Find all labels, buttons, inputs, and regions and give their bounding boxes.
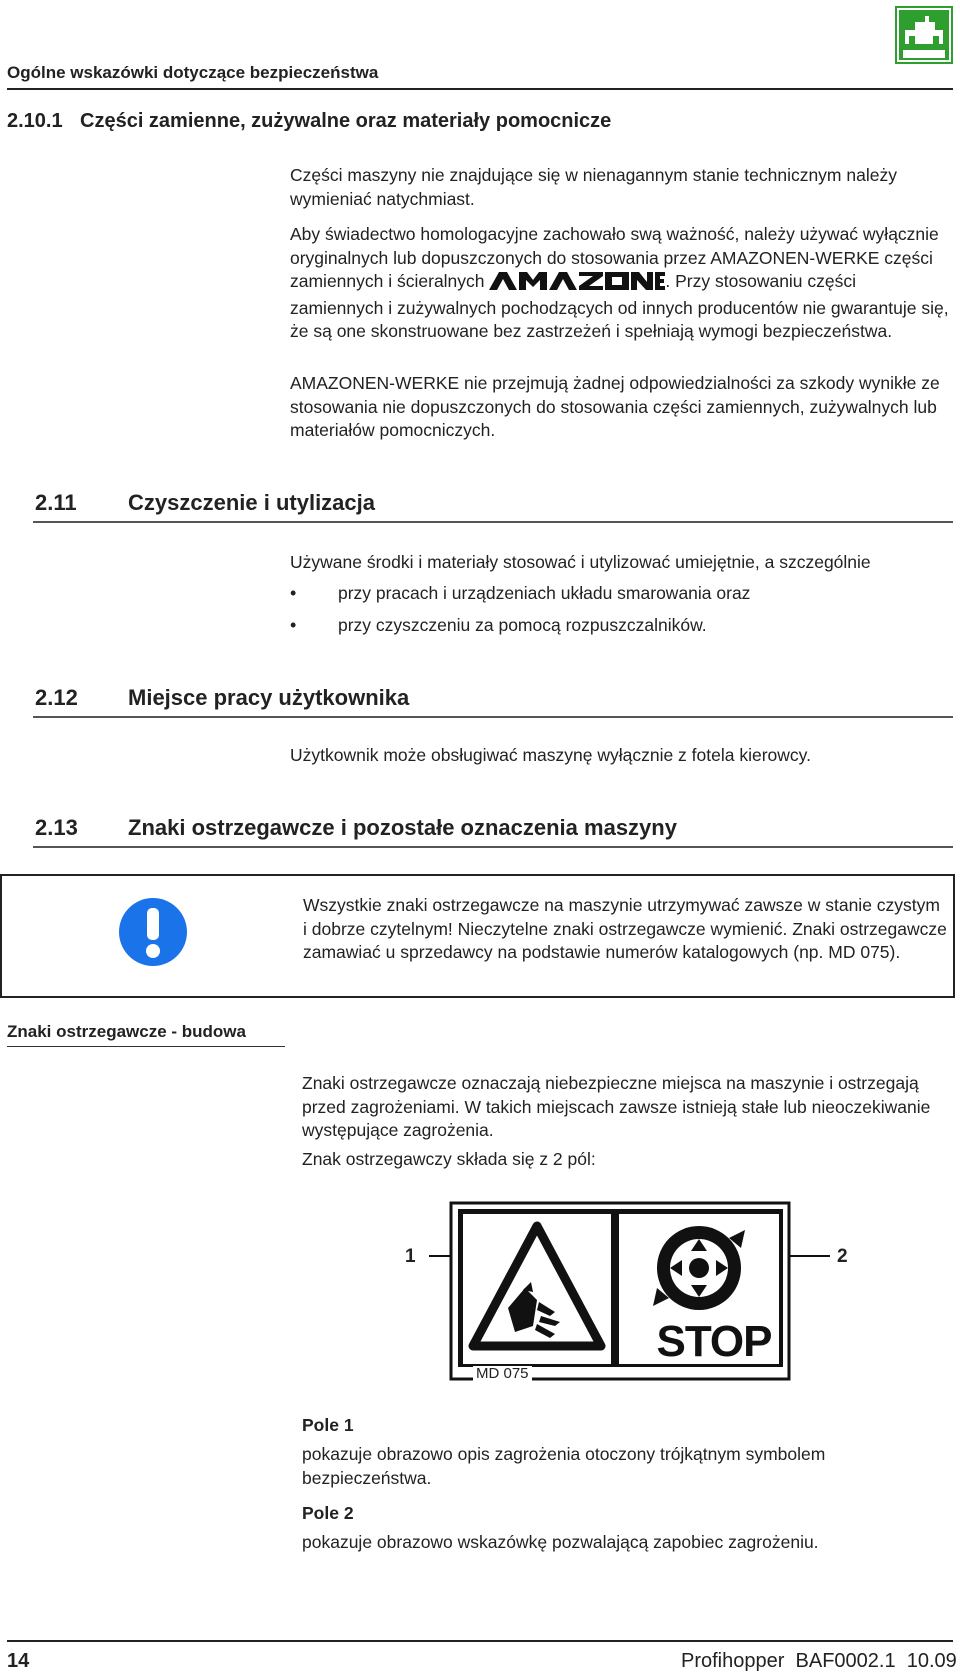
header-rule: [7, 88, 953, 90]
list-item: • przy pracach i urządzeniach układu smarowania oraz: [290, 582, 950, 606]
paragraph-liability: AMAZONEN-WERKE nie przejmują żadnej odpowiedzialności za szkody wynikłe ze stosowania nie dopuszczonych do stosowania części zamiennych, zużywalnych lub materiałów pomocniczych.: [290, 373, 940, 440]
document-info: Profihopper BAF0002.1 10.09: [681, 1650, 957, 1672]
exclamation-circle-icon: [118, 897, 188, 967]
footer-rule: [7, 1640, 953, 1642]
amazone-logo: [895, 6, 953, 64]
paragraph-text: . Przy stosowaniu części zamiennych i zużywalnych pochodzących od innych producentów nie gwarantuje się, że są one skonstruowane bez zastrzeżeń i spełniają wymogi bezpieczeństwa.: [290, 271, 949, 341]
section-rule: [33, 716, 953, 718]
notice-box: [0, 874, 955, 998]
paragraph: Części maszyny nie znajdujące się w nienagannym stanie technicznym należy wymieniać natychmiast.: [290, 165, 897, 209]
section-rule: [33, 846, 953, 848]
paragraph-homologation: [290, 223, 950, 344]
side-label-rule: [7, 1046, 285, 1047]
section-number: 2.12: [35, 685, 78, 710]
field1-title: Pole 1: [302, 1415, 354, 1435]
field1-text: pokazuje obrazowo opis zagrożenia otoczony trójkątnym symbolem bezpieczeństwa.: [302, 1444, 826, 1488]
section-2-13-heading: [35, 815, 935, 843]
field2-title: Pole 2: [302, 1503, 354, 1523]
callout-2: 2: [837, 1246, 848, 1267]
field2-text: pokazuje obrazowo wskazówkę pozwalającą zapobiec zagrożeniu.: [302, 1532, 819, 1552]
stop-text: STOP: [656, 1317, 772, 1366]
section-2-10-1-heading: [7, 110, 611, 133]
section-number: 2.11: [35, 490, 77, 515]
side-label: Znaki ostrzegawcze - budowa: [7, 1022, 246, 1041]
warning-sign-figure: [405, 1196, 860, 1381]
page-number: 14: [7, 1650, 30, 1672]
section-2-12-heading: [35, 685, 935, 713]
section-number: 2.10.1: [7, 110, 63, 132]
section-title: Miejsce pracy użytkownika: [128, 685, 410, 710]
section-2-11-heading: [35, 490, 935, 518]
paragraph: Znaki ostrzegawcze oznaczają niebezpieczne miejsca na maszynie i ostrzegają przed zagrożeniami. W takich miejscach zawsze istnieją stałe lub nieoczekiwanie występujące zagrożenia.: [302, 1073, 931, 1140]
paragraph-text: Aby świadectwo homologacyjne zachowało swą ważność, należy używać wyłącznie oryginalnych lub dopuszczonych do stosowania przez AMAZONEN-WERKE części zamiennych i ścieralnych: [290, 224, 939, 291]
paragraph: Użytkownik może obsługiwać maszynę wyłącznie z fotela kierowcy.: [290, 745, 811, 765]
section-title: Znaki ostrzegawcze i pozostałe oznaczenia maszyny: [128, 815, 677, 840]
amazone-wordmark-logo: [489, 272, 665, 297]
sign-code: MD 075: [473, 1366, 532, 1382]
callout-1: 1: [405, 1246, 416, 1267]
list-item: • przy czyszczeniu za pomocą rozpuszczalników.: [290, 614, 950, 638]
section-title: Czyszczenie i utylizacja: [128, 490, 375, 515]
paragraph-intro: Używane środki i materiały stosować i utylizować umiejętnie, a szczególnie: [290, 552, 871, 572]
section-title: Części zamienne, zużywalne oraz materiały pomocnicze: [80, 110, 612, 132]
paragraph: Znak ostrzegawczy składa się z 2 pól:: [302, 1149, 596, 1169]
notice-text: Wszystkie znaki ostrzegawcze na maszynie utrzymywać zawsze w stanie czystym i dobrze czytelnym! Nieczytelne znaki ostrzegawcze wymienić. Znaki ostrzegawcze zamawiać u sprzedawcy na podstawie numerów katalogowych (np. MD 075).: [303, 895, 947, 962]
section-rule: [33, 521, 953, 523]
running-header: Ogólne wskazówki dotyczące bezpieczeństwa: [7, 63, 379, 82]
bullet-list: [290, 582, 950, 645]
section-number: 2.13: [35, 815, 78, 840]
